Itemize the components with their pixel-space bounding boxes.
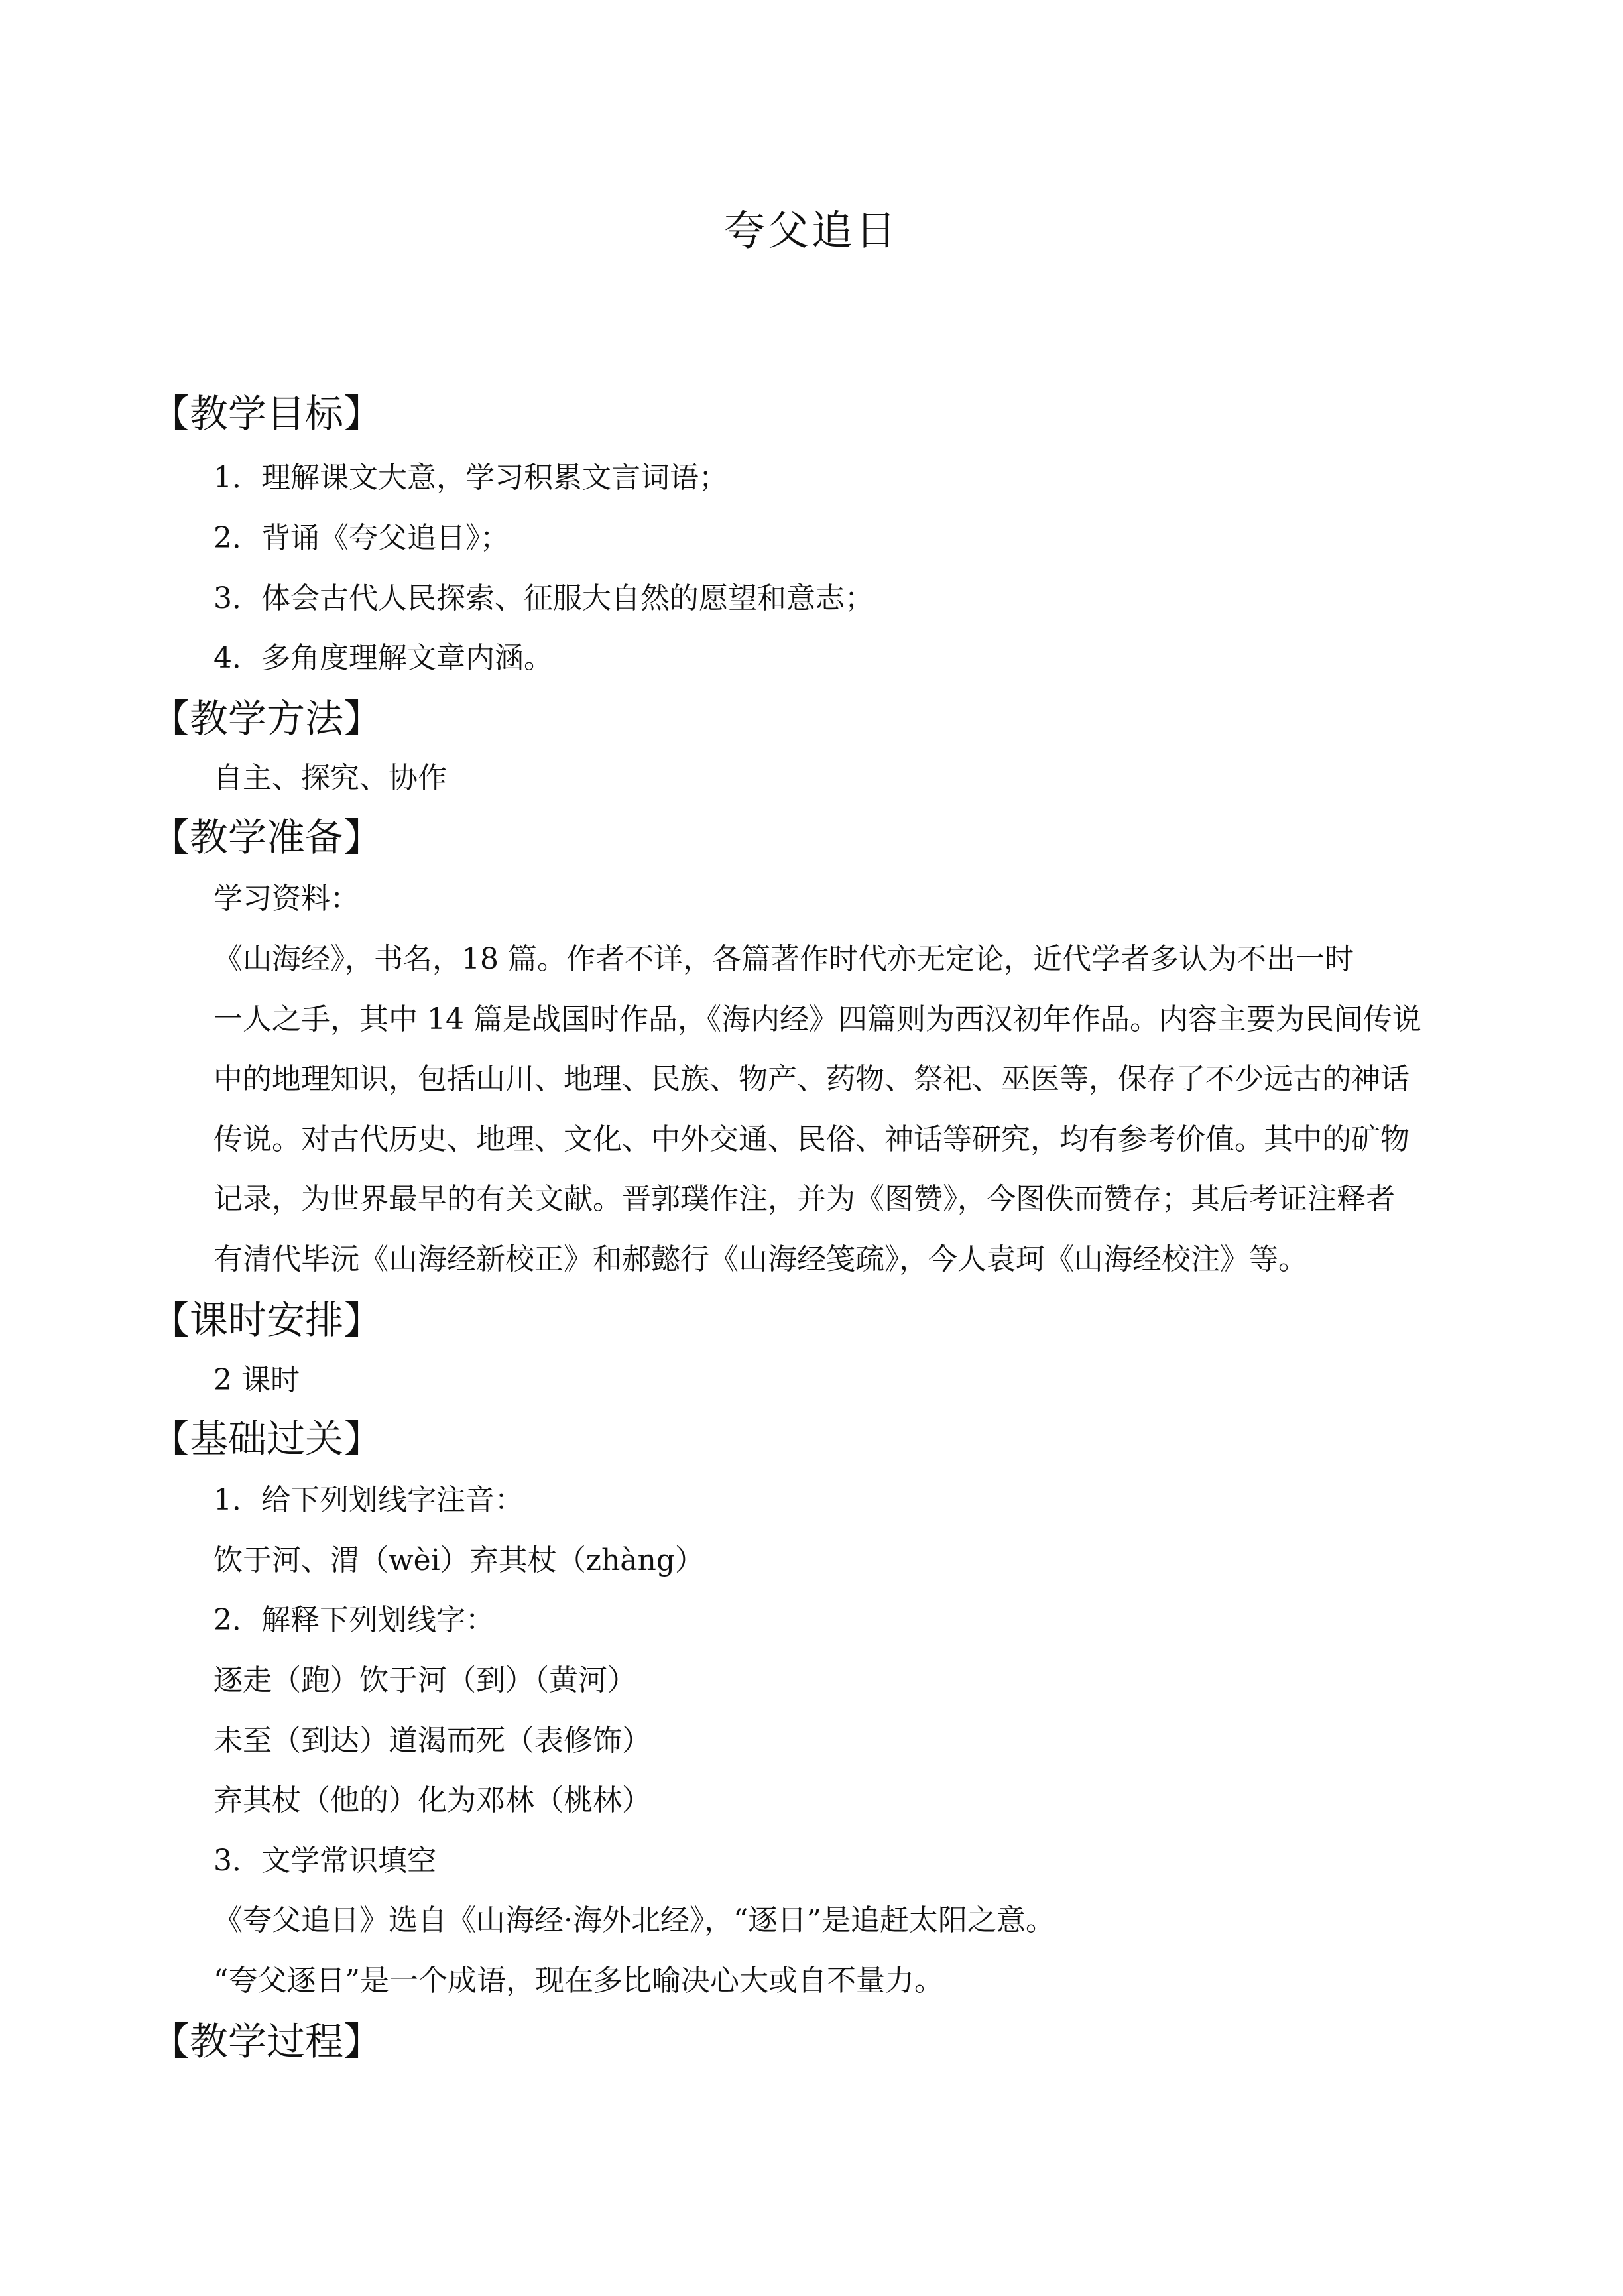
answer-1: 饮于河、渭（wèi）弃其杖（zhàng）: [213, 1543, 705, 1577]
question-2: 2．解释下列划线字：: [213, 1603, 495, 1637]
answer-3: 《夸父追日》选自《山海经·海外北经》，“逐日”是追赶太阳之意。: [213, 1903, 1055, 1937]
answer-3: “夸父逐日”是一个成语，现在多比喻决心大或自不量力。: [213, 1964, 943, 1998]
preparation-line: 记录，为世界最早的有关文献。晋郭璞作注，并为《图赞》，今图佚而赞存；其后考证注释者: [213, 1182, 1395, 1216]
question-3: 3．文学常识填空: [213, 1844, 436, 1878]
section-heading-preparation: 【教学准备】: [151, 815, 383, 860]
preparation-line: 有清代毕沅《山海经新校正》和郝懿行《山海经笺疏》，今人袁珂《山海经校注》等。: [213, 1242, 1307, 1276]
objective-item: 3．体会古代人民探索、征服大自然的愿望和意志；: [213, 581, 874, 615]
objective-item: 1．理解课文大意，学习积累文言词语；: [213, 461, 728, 495]
answer-2: 逐走（跑）饮于河（到）（黄河）: [213, 1663, 636, 1697]
page-title: 夸父追日: [723, 206, 899, 255]
section-heading-basics: 【基础过关】: [151, 1416, 383, 1461]
objective-item: 4．多角度理解文章内涵。: [213, 641, 553, 675]
schedule-text: 2 课时: [213, 1363, 300, 1397]
methods-text: 自主、探究、协作: [213, 761, 447, 795]
section-heading-process: 【教学过程】: [151, 2019, 383, 2064]
section-heading-schedule: 【课时安排】: [151, 1298, 383, 1343]
question-1: 1．给下列划线字注音：: [213, 1483, 524, 1517]
section-heading-methods: 【教学方法】: [151, 696, 383, 741]
answer-2: 未至（到达）道渴而死（表修饰）: [213, 1724, 651, 1758]
preparation-line: 《山海经》，书名，18 篇。作者不详，各篇著作时代亦无定论，近代学者多认为不出一时: [213, 942, 1354, 976]
section-heading-objectives: 【教学目标】: [151, 391, 383, 436]
preparation-line: 传说。对古代历史、地理、文化、中外交通、民俗、神话等研究，均有参考价值。其中的矿物: [213, 1122, 1410, 1156]
preparation-line: 一人之手，其中 14 篇是战国时作品，《海内经》四篇则为西汉初年作品。内容主要为民间传说: [213, 1002, 1421, 1036]
answer-2: 弃其杖（他的）化为邓林（桃林）: [213, 1783, 651, 1817]
objective-item: 2．背诵《夸父追日》；: [213, 521, 509, 555]
preparation-line: 中的地理知识，包括山川、地理、民族、物产、药物、祭祀、巫医等，保存了不少远古的神话: [213, 1062, 1410, 1096]
preparation-label: 学习资料：: [213, 882, 359, 916]
